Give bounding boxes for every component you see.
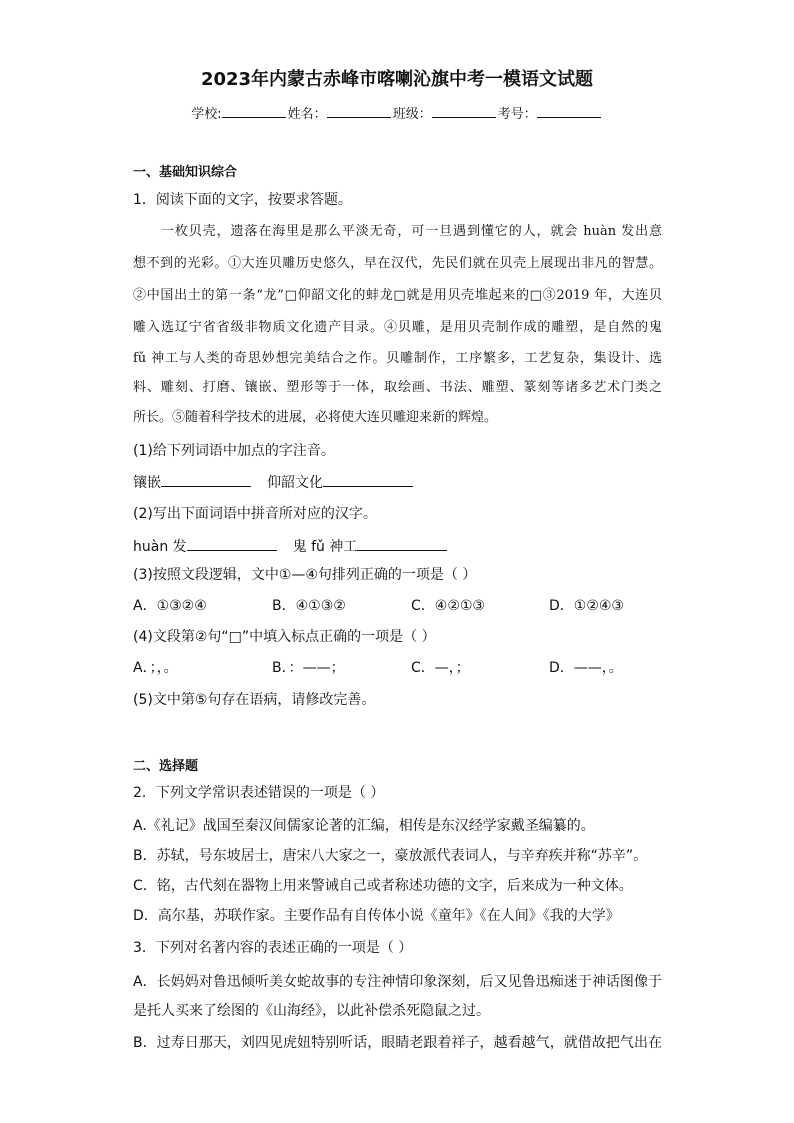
answer-blank[interactable]: [323, 471, 413, 487]
subquestion-3-stem: (3)按照文段逻辑，文中①—④句排列正确的一项是（ ）: [133, 567, 477, 583]
fill-word: 鬼 fǔ 神工: [292, 539, 358, 555]
fill-word: 镶嵌: [133, 475, 161, 491]
fill-word: 仰韶文化: [267, 475, 323, 491]
choice-option-b[interactable]: B．：——；: [272, 660, 345, 676]
choice-option-a[interactable]: A.《礼记》战国至秦汉间儒家论著的汇编，相传是东汉经学家戴圣编纂的。: [133, 818, 595, 834]
choice-option-d[interactable]: D．高尔基，苏联作家。主要作品有自传体小说《童年》《在人间》《我的大学》: [133, 908, 620, 924]
school-blank[interactable]: [222, 102, 286, 118]
number-label: 考号：: [497, 107, 537, 122]
choice-option-a[interactable]: A．；，。: [133, 660, 178, 676]
question-1-stem: 1．阅读下面的文字，按要求答题。: [133, 192, 352, 208]
choice-option-c[interactable]: C．铭，古代刻在器物上用来警诫自己或者称述功德的文字，后来成为一种文体。: [133, 878, 633, 894]
passage-line: 想不到的光彩。①大连贝雕历史悠久，早在汉代，先民们就在贝壳上展现出非凡的智慧。: [133, 256, 662, 271]
answer-blank[interactable]: [187, 535, 277, 551]
student-info-line: [0, 102, 794, 125]
question-3-stem: 3．下列对名著内容的表述正确的一项是（ ）: [133, 940, 413, 956]
section-heading-1: 一、基础知识综合: [133, 165, 238, 180]
choice-option-d[interactable]: D．①②④③: [549, 598, 624, 614]
subquestion-4-stem: (4)文段第②句“□”中填入标点正确的一项是（ ）: [133, 629, 436, 645]
class-label: 班级：: [392, 107, 432, 122]
school-label: 学校:: [191, 107, 222, 122]
choice-option-b[interactable]: B．苏轼，号东坡居士，唐宋八大家之一，豪放派代表词人，与辛弃疾并称“苏辛”。: [133, 848, 648, 864]
subquestion-1-stem: (1)给下列词语中加点的字注音。: [133, 443, 335, 459]
subquestion-5-stem: (5)文中第⑤句存在语病，请修改完善。: [133, 692, 376, 708]
name-label: 姓名：: [287, 107, 327, 122]
choice-option-a[interactable]: A．长妈妈对鲁迅倾听美女蛇故事的专注神情印象深刻，后又见鲁迅痴迷于神话图像于: [133, 974, 662, 990]
answer-blank[interactable]: [357, 535, 447, 551]
choice-option-a[interactable]: A．①③②④: [133, 598, 207, 614]
passage-line: 料、雕刻、打磨、镶嵌、塑形等于一体，取绘画、书法、雕塑、篆刻等诸多艺术门类之: [133, 380, 662, 395]
number-blank[interactable]: [537, 102, 601, 118]
passage-line: ②中国出土的第一条“龙”□仰韶文化的蚌龙□就是用贝壳堆起来的□③2019 年，大连贝: [133, 288, 662, 303]
choice-option-a-continued[interactable]: 是托人买来了绘图的《山海经》，以此补偿杀死隐鼠之过。: [133, 1003, 490, 1019]
answer-blank[interactable]: [161, 471, 251, 487]
choice-option-b[interactable]: B．过寿日那天，刘四见虎妞特别听话，眼睛老跟着祥子，越看越气，就借故把气出在: [133, 1035, 662, 1051]
choice-option-d[interactable]: D．——，。: [549, 660, 623, 676]
choice-option-c[interactable]: C．④②①③: [411, 598, 485, 614]
choice-option-b[interactable]: B．④①③②: [272, 598, 346, 614]
section-heading-2: 二、选择题: [133, 759, 199, 774]
page-title: 2023年内蒙古赤峰市喀喇沁旗中考一模语文试题: [200, 69, 594, 90]
passage-line: 所长。⑤随着科学技术的进展，必将使大连贝雕迎来新的辉煌。: [133, 410, 498, 425]
choice-option-c[interactable]: C．—，；: [411, 660, 470, 676]
subquestion-2-fill-row: [133, 535, 447, 555]
passage-line: 雕入选辽宁省省级非物质文化遗产目录。④贝雕，是用贝壳制作成的雕塑，是自然的鬼: [133, 320, 662, 335]
question-2-stem: 2．下列文学常识表述错误的一项是（ ）: [133, 785, 385, 801]
passage-line: fǔ 神工与人类的奇思妙想完美结合之作。贝雕制作，工序繁多，工艺复杂，集设计、选: [133, 351, 662, 366]
subquestion-1-fill-row: [133, 471, 413, 491]
class-blank[interactable]: [432, 102, 496, 118]
fill-word: huàn 发: [133, 539, 187, 555]
subquestion-2-stem: (2)写出下面词语中拼音所对应的汉字。: [133, 506, 377, 522]
passage-line: 一枚贝壳，遗落在海里是那么平淡无奇，可一旦遇到懂它的人，就会 huàn 发出意: [161, 224, 662, 239]
name-blank[interactable]: [327, 102, 391, 118]
